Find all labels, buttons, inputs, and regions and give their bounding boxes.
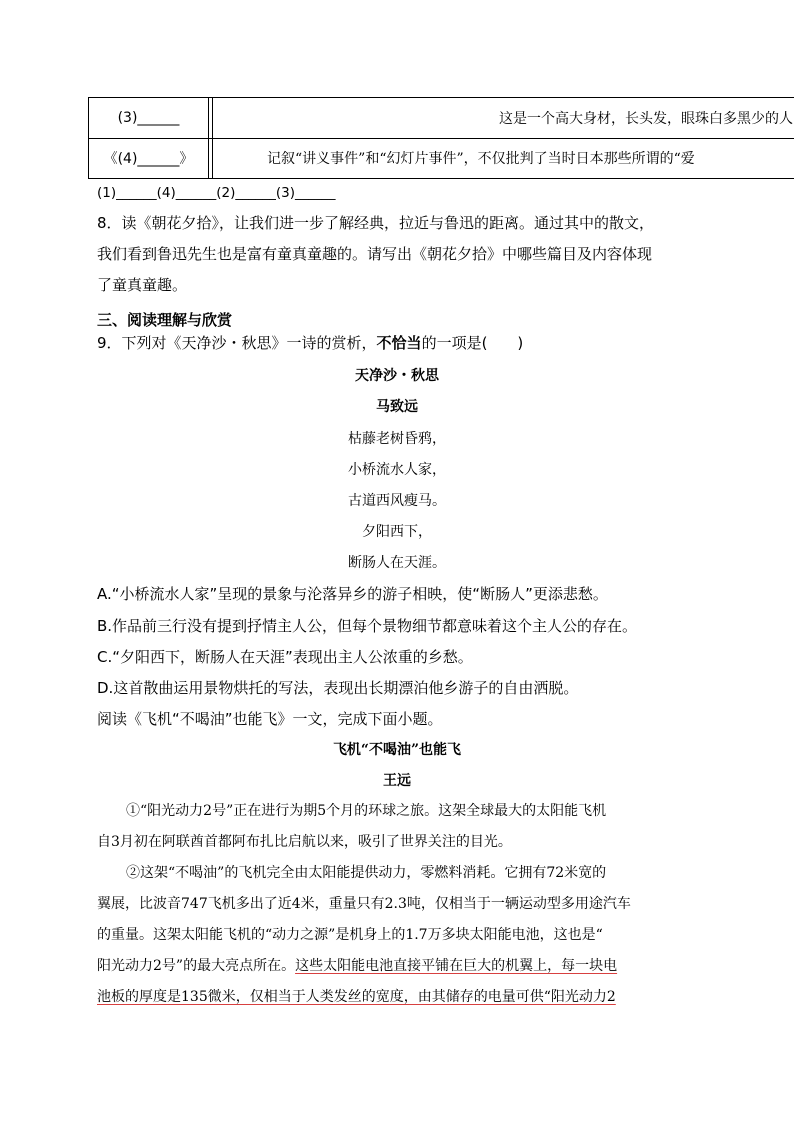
answer-fill-row: (1)______(4)______(2)______(3)______	[97, 185, 336, 201]
section-heading: 三、阅读理解与欣赏	[97, 311, 233, 329]
table-divider	[212, 98, 213, 138]
article-paragraph-line: ②这架“不喝油”的飞机完全由太阳能提供动力，零燃料消耗。它拥有72米宽的	[126, 865, 607, 881]
poem-line: 断肠人在天涯。	[348, 555, 446, 571]
poem-line: 小桥流水人家，	[348, 462, 446, 478]
question-8-line: 我们看到鲁迅先生也是富有童真童趣的。请写出《朝花夕拾》中哪些篇目及内容体现	[97, 245, 653, 263]
table-cell-label: (3)______	[89, 98, 209, 138]
underlined-passage: 这些太阳能电池直接平铺在巨大的机翼上，每一块电	[295, 958, 618, 974]
option-a: A.“小桥流水人家”呈现的景象与沦落异乡的游子相映，使“断肠人”更添悲愁。	[97, 585, 608, 603]
article-paragraph-line: ①“阳光动力2号”正在进行为期5个月的环球之旅。这架全球最大的太阳能飞机	[126, 803, 607, 819]
option-b: B.作品前三行没有提到抒情主人公，但每个景物细节都意味着这个主人公的存在。	[97, 617, 638, 635]
poem-author: 马致远	[376, 399, 418, 415]
answer-table	[88, 97, 794, 179]
table-cell-content: 这是一个高大身材，长头发，眼珠白多黑少的人	[499, 111, 793, 127]
table-row	[89, 138, 794, 179]
question-8-line: 8．读《朝花夕拾》，让我们进一步了解经典，拉近与鲁迅的距离。通过其中的散文，	[97, 214, 655, 232]
table-row	[89, 98, 794, 139]
option-d: D.这首散曲运用景物烘托的写法，表现出长期漂泊他乡游子的自由洒脱。	[97, 679, 579, 697]
question-9-emphasis: 不恰当	[376, 334, 422, 352]
poem-line: 枯藤老树昏鸦，	[348, 431, 446, 447]
article-paragraph-line	[97, 956, 617, 976]
question-8-line: 了童真童趣。	[97, 276, 188, 294]
article-title: 飞机“不喝油”也能飞	[332, 742, 462, 758]
article-paragraph-line: 翼展，比波音747飞机多出了近4米，重量只有2.3吨，仅相当于一辆运动型多用途汽车	[97, 896, 631, 912]
poem-line: 古道西风瘦马。	[348, 493, 446, 509]
article-paragraph-line: 的重量。这架太阳能飞机的“动力之源”是机身上的1.7万多块太阳能电池，这也是“	[97, 927, 603, 943]
table-cell-content: 记叙“讲义事件”和“幻灯片事件”，不仅批判了当时日本那些所谓的“爱	[267, 151, 695, 167]
question-9-stem-text: 的一项是( )	[421, 334, 524, 352]
question-9-stem-text: 9．下列对《天净沙・秋思》一诗的赏析，	[97, 334, 377, 352]
question-9-stem	[97, 333, 523, 353]
reading-intro: 阅读《飞机“不喝油”也能飞》一文，完成下面小题。	[97, 710, 443, 728]
table-cell-label: 《(4)______》	[89, 138, 209, 178]
article-author: 王远	[383, 773, 411, 789]
underlined-passage: 池板的厚度是135微米，仅相当于人类发丝的宽度，由其储存的电量可供“阳光动力2	[97, 989, 616, 1005]
poem-line: 夕阳西下，	[362, 524, 432, 540]
article-paragraph-line: 自3月初在阿联酋首都阿布扎比启航以来，吸引了世界关注的目光。	[97, 834, 512, 850]
article-text: 阳光动力2号”的最大亮点所在。	[97, 958, 296, 974]
option-c: C.“夕阳西下，断肠人在天涯”表现出主人公浓重的乡愁。	[97, 648, 473, 666]
poem-title: 天净沙・秋思	[355, 368, 439, 384]
table-divider	[212, 138, 213, 178]
